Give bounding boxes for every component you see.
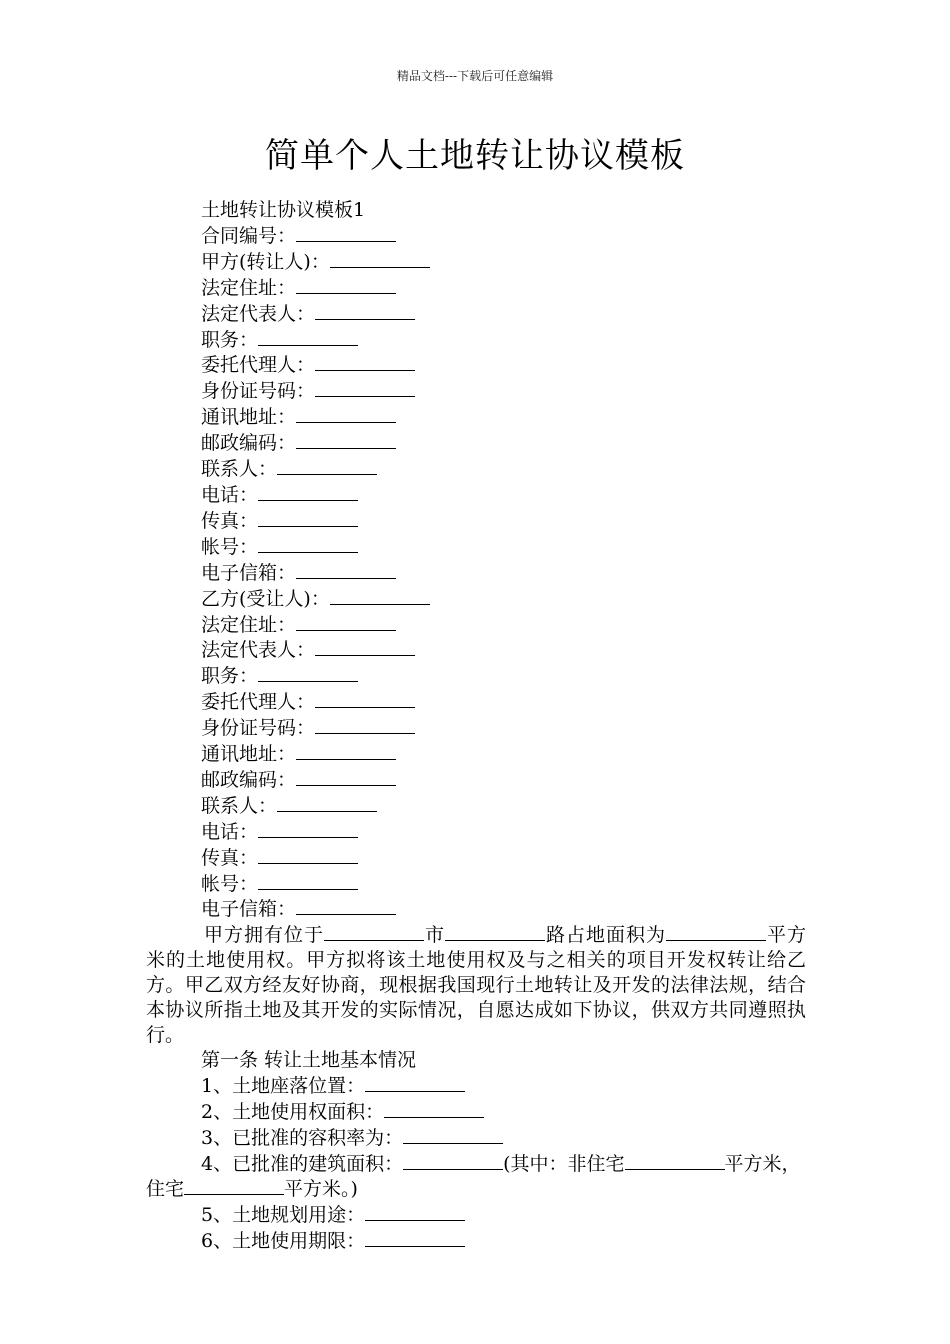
intro-text-1: 甲方拥有位于 bbox=[204, 924, 324, 947]
field-label: 传真： bbox=[201, 509, 259, 532]
field-label: 法定住址： bbox=[201, 276, 297, 299]
field-label: 职务： bbox=[201, 328, 259, 351]
blank-field bbox=[315, 637, 415, 656]
item-text: 平方米，住宅 bbox=[146, 1152, 801, 1201]
field-label: 电子信箱： bbox=[201, 898, 297, 921]
document-body bbox=[146, 198, 806, 1254]
item-label: 4、已批准的建筑面积： bbox=[201, 1152, 404, 1175]
party-a-field-row bbox=[146, 534, 806, 560]
blank-field bbox=[315, 689, 415, 708]
blank-field bbox=[365, 1202, 465, 1221]
blank-field bbox=[258, 508, 358, 527]
blank-field bbox=[315, 378, 415, 397]
party-a-section bbox=[146, 223, 806, 586]
article-1-item bbox=[146, 1202, 806, 1228]
blank-field bbox=[315, 715, 415, 734]
field-label: 乙方(受让人)： bbox=[201, 587, 330, 610]
field-label: 身份证号码： bbox=[201, 380, 316, 403]
article-1-item bbox=[146, 1073, 806, 1099]
blank-field bbox=[330, 249, 430, 268]
blank-field bbox=[258, 845, 358, 864]
field-label: 帐号： bbox=[201, 872, 259, 895]
blank-field bbox=[403, 1125, 503, 1144]
blank-field bbox=[666, 922, 766, 941]
field-label: 职务： bbox=[201, 665, 259, 688]
party-a-field-row bbox=[146, 378, 806, 404]
party-b-field-row bbox=[146, 637, 806, 663]
party-a-field-row bbox=[146, 352, 806, 378]
blank-field bbox=[184, 1176, 284, 1195]
party-a-field-row bbox=[146, 456, 806, 482]
field-label: 委托代理人： bbox=[201, 691, 316, 714]
field-label: 邮政编码： bbox=[201, 432, 297, 455]
intro-paragraph bbox=[146, 922, 806, 1048]
blank-field bbox=[365, 1073, 465, 1092]
party-b-field-row bbox=[146, 845, 806, 871]
blank-field bbox=[277, 456, 377, 475]
party-b-section bbox=[146, 586, 806, 923]
item-label: 1、土地座落位置： bbox=[201, 1074, 366, 1097]
field-label: 法定代表人： bbox=[201, 639, 316, 662]
item-label: 5、土地规划用途： bbox=[201, 1204, 366, 1227]
party-b-field-row bbox=[146, 767, 806, 793]
field-label: 甲方(转让人)： bbox=[201, 250, 330, 273]
party-a-field-row bbox=[146, 223, 806, 249]
party-b-field-row bbox=[146, 689, 806, 715]
party-a-field-row bbox=[146, 508, 806, 534]
field-label: 传真： bbox=[201, 846, 259, 869]
field-label: 联系人： bbox=[201, 458, 278, 481]
item-label: 6、土地使用期限： bbox=[201, 1230, 366, 1253]
blank-field bbox=[296, 223, 396, 242]
blank-field bbox=[445, 922, 545, 941]
party-a-field-row bbox=[146, 482, 806, 508]
blank-field bbox=[277, 793, 377, 812]
party-b-field-row bbox=[146, 715, 806, 741]
blank-field bbox=[296, 430, 396, 449]
party-a-field-row bbox=[146, 275, 806, 301]
blank-field bbox=[258, 534, 358, 553]
blank-field bbox=[403, 1151, 503, 1170]
party-b-field-row bbox=[146, 586, 806, 612]
party-b-field-row bbox=[146, 793, 806, 819]
blank-field bbox=[258, 819, 358, 838]
party-a-field-row bbox=[146, 249, 806, 275]
blank-field bbox=[258, 871, 358, 890]
blank-field bbox=[296, 741, 396, 760]
field-label: 电话： bbox=[201, 820, 259, 843]
blank-field bbox=[296, 275, 396, 294]
article-1-item bbox=[146, 1151, 806, 1203]
intro-text-2: 市 bbox=[423, 924, 445, 947]
blank-field bbox=[296, 612, 396, 631]
blank-field bbox=[296, 896, 396, 915]
blank-field bbox=[296, 560, 396, 579]
blank-field bbox=[296, 767, 396, 786]
blank-field bbox=[296, 404, 396, 423]
field-label: 通讯地址： bbox=[201, 406, 297, 429]
field-label: 帐号： bbox=[201, 535, 259, 558]
item-label: 2、土地使用权面积： bbox=[201, 1100, 385, 1123]
blank-field bbox=[365, 1228, 465, 1247]
article-1-item bbox=[146, 1099, 806, 1125]
party-a-field-row bbox=[146, 430, 806, 456]
field-label: 通讯地址： bbox=[201, 743, 297, 766]
field-label: 邮政编码： bbox=[201, 768, 297, 791]
party-a-field-row bbox=[146, 327, 806, 353]
blank-field bbox=[324, 922, 424, 941]
party-a-field-row bbox=[146, 404, 806, 430]
party-a-field-row bbox=[146, 560, 806, 586]
field-label: 法定住址： bbox=[201, 613, 297, 636]
item-text: 平方米。) bbox=[284, 1178, 358, 1201]
blank-field bbox=[258, 482, 358, 501]
party-b-field-row bbox=[146, 741, 806, 767]
party-b-field-row bbox=[146, 896, 806, 922]
blank-field bbox=[330, 586, 430, 605]
intro-text-3: 路占地面积为 bbox=[544, 924, 666, 947]
field-label: 合同编号： bbox=[201, 224, 297, 247]
blank-field bbox=[258, 663, 358, 682]
page-header: 精品文档---下载后可任意编辑 bbox=[396, 69, 554, 83]
item-label: 3、已批准的容积率为： bbox=[201, 1126, 404, 1149]
item-text: (其中：非住宅 bbox=[503, 1152, 625, 1175]
party-b-field-row bbox=[146, 612, 806, 638]
field-label: 电子信箱： bbox=[201, 561, 297, 584]
blank-field bbox=[315, 301, 415, 320]
party-b-field-row bbox=[146, 819, 806, 845]
article-1-item bbox=[146, 1228, 806, 1254]
document-title: 简单个人土地转让协议模板 bbox=[265, 136, 685, 176]
field-label: 委托代理人： bbox=[201, 354, 316, 377]
blank-field bbox=[625, 1151, 725, 1170]
blank-field bbox=[315, 352, 415, 371]
article-1-item bbox=[146, 1125, 806, 1151]
article-1-heading: 第一条 转让土地基本情况 bbox=[201, 1048, 417, 1071]
party-a-field-row bbox=[146, 301, 806, 327]
intro-text-4: 平方米的土地使用权。甲方拟将该土地使用权及与之相关的项目开发权转让给乙方。甲乙双方经友好协商，现根据我国现行土地转让及开发的法律法规，结合本协议所指土地及其开发的实际情况，自愿达成如下协议，供双方共同遵照执行。 bbox=[146, 924, 806, 1046]
blank-field bbox=[384, 1099, 484, 1118]
field-label: 电话： bbox=[201, 483, 259, 506]
agreement-subtitle: 土地转让协议模板1 bbox=[201, 199, 366, 221]
field-label: 身份证号码： bbox=[201, 717, 316, 740]
field-label: 联系人： bbox=[201, 794, 278, 817]
field-label: 法定代表人： bbox=[201, 302, 316, 325]
party-b-field-row bbox=[146, 871, 806, 897]
party-b-field-row bbox=[146, 663, 806, 689]
blank-field bbox=[258, 327, 358, 346]
